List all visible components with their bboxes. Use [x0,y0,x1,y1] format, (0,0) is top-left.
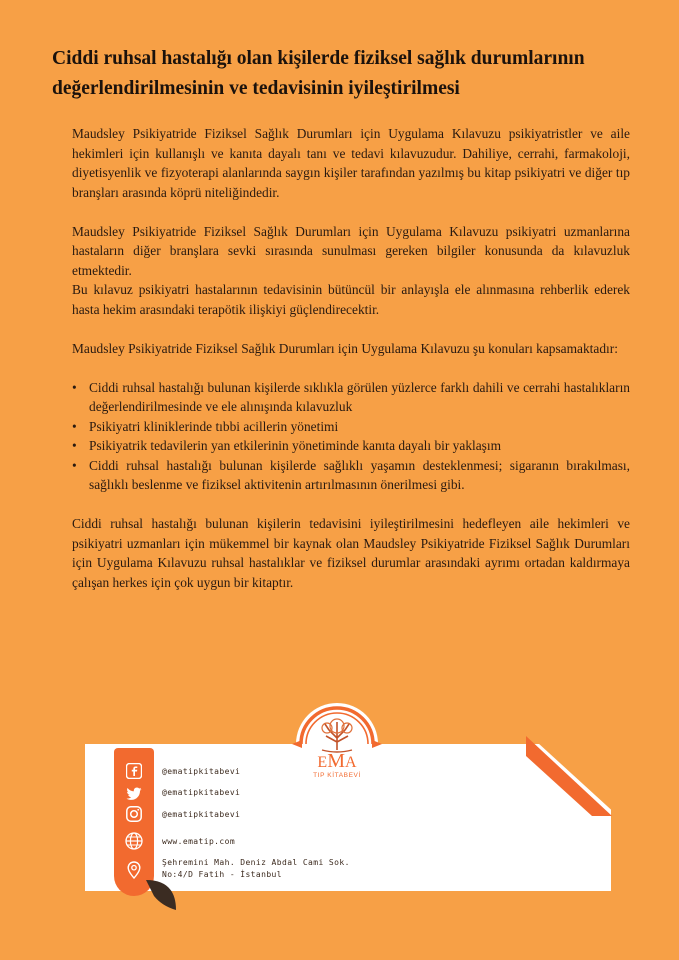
twitter-icon[interactable] [118,783,150,805]
website-link[interactable]: www.ematip.com [162,837,236,846]
logo-letter-m: M [327,750,345,772]
paragraph-intro: Maudsley Psikiyatride Fiziksel Sağlık Durumları için Uygulama Kılavuzu psikiyatristler ve aile hekimleri için kullanışlı ve kanıta dayalı tanı ve tedavi kılavuzudur. Dahiliye, cerrahi, farmakoloji, diyetisyenlik ve fizyoterapi alanlarında saygın kişiler tarafından yazılmış bu kitap psikiyatri ve diğer tıp branşları arasında köprü niteliğindedir. [72,126,630,200]
instagram-icon[interactable] [118,803,150,825]
logo-letter-a: A [345,754,357,771]
paragraph-topics-intro: Maudsley Psikiyatride Fiziksel Sağlık Durumları için Uygulama Kılavuzu şu konuları kapsamaktadır: [72,340,618,356]
address-line-1: Şehremini Mah. Deniz Abdal Cami Sok. [162,858,350,867]
strip-curl [146,880,176,910]
page-title: Ciddi ruhsal hastalığı olan kişilerde fiziksel sağlık durumlarının değerlendirilmesinin ve tedavisinin iyileştirilmesi [52,48,585,99]
card-corner-fold [526,732,618,816]
facebook-handle[interactable]: @ematipkitabevi [162,767,241,776]
topics-list [72,378,630,495]
location-pin-icon [118,859,150,881]
bullet-symbol: • [72,379,77,395]
instagram-handle[interactable]: @ematipkitabevi [162,810,241,819]
paragraph-referral: Maudsley Psikiyatride Fiziksel Sağlık Durumları için Uygulama Kılavuzu psikiyatri uzmanlarına hastaların diğer branşlara sevki sırasında sunulması gereken bilgiler konusunda da kılavuzluk etmektedir. [72,223,630,278]
list-item: • Ciddi ruhsal hastalığı bulunan kişilerde sıklıkla görülen yüzlerce farklı dahili ve cerrahi hastalıkların değerlendirilmesinde ve ele alınışında kılavuzluk [72,379,630,414]
twitter-handle[interactable]: @ematipkitabevi [162,788,241,797]
bullet-symbol: • [72,457,77,473]
paragraph-summary: Ciddi ruhsal hastalığı bulunan kişilerin tedavisini iyileştirilmesini hedefleyen aile hekimleri ve psikiyatri uzmanları için mükemmel bir kaynak olan Maudsley Psikiyatride Fiziksel Sağlık Durumları için Uygulama Kılavuzu ruhsal hastalıklar ve fiziksel durumlar arasındaki ayrımı ortadan kaldırmaya çalışan herkes için çok uygun bir kitaptır. [72,516,630,590]
list-item: • Psikiyatrik tedavilerin yan etkilerinin yönetiminde kanıta dayalı bir yaklaşım [72,436,630,456]
logo-letter-e: E [317,754,328,771]
list-item: • Ciddi ruhsal hastalığı bulunan kişilerde sağlıklı yaşamın desteklenmesi; sigaranın bırakılması, sağlıklı beslenme ve fiziksel aktivitenin artırılmasının önerilmesi gibi. [72,457,630,492]
ema-logo [282,700,392,790]
bullet-symbol: • [72,418,77,434]
paragraph-holistic: Bu kılavuz psikiyatri hastalarının tedavisinin bütüncül bir anlayışla ele alınmasına rehberlik ederek hasta hekim arasındaki terapötik ilişkiyi güçlendirecektir. [72,282,630,317]
description-body [72,124,630,612]
address-line-2: No:4/D Fatih - İstanbul [162,870,282,879]
bullet-symbol: • [72,438,77,453]
list-item: • Psikiyatri kliniklerinde tıbbi acillerin yönetimi [72,417,630,437]
logo-subtitle: TIP KİTABEVİ [313,772,361,779]
globe-icon[interactable] [118,830,150,852]
facebook-icon[interactable] [118,760,150,782]
